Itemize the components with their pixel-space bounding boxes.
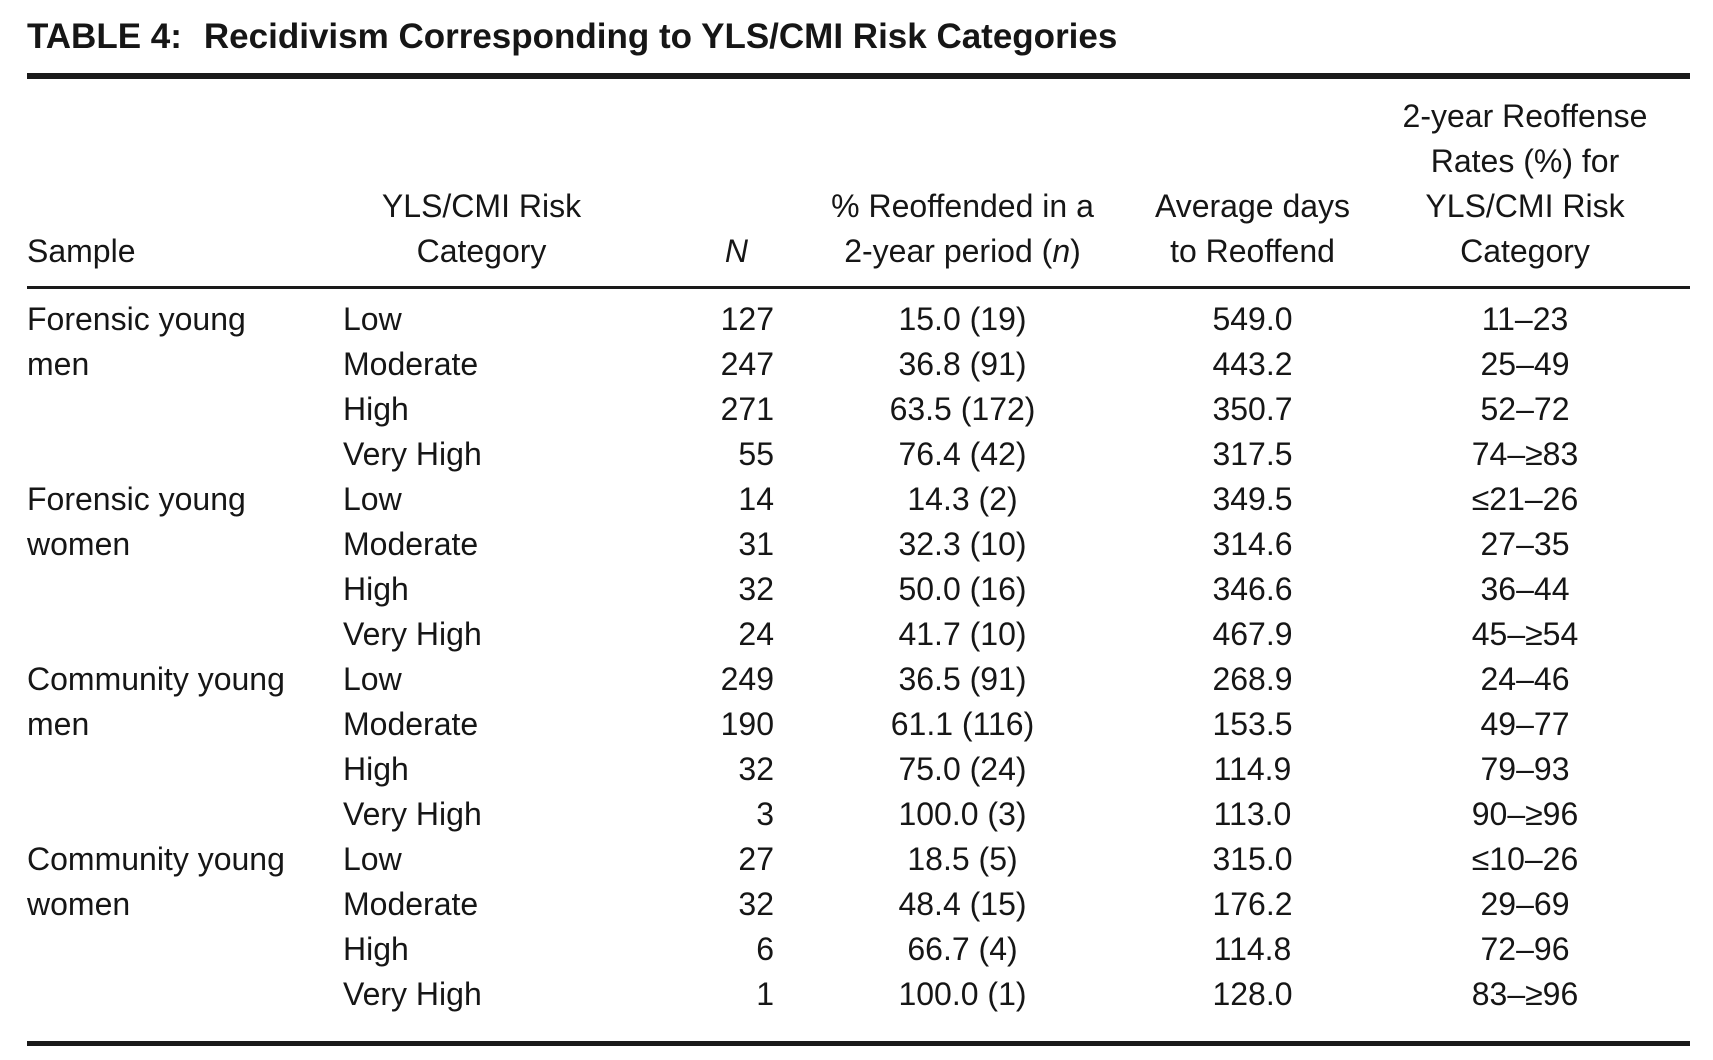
reoffended-cell: 32.3 (10) [898,526,1027,562]
header-line: YLS/CMI Risk [1425,188,1625,224]
header-line: 2-year period (n) [844,233,1081,269]
sample-line: Forensic young [27,481,246,517]
bottom-rule [27,1041,1690,1046]
avg-days-cell: 114.8 [1213,931,1292,967]
sample-line: Forensic young [27,301,246,337]
risk-category-cell: Very High [343,976,482,1012]
reoffended-cell: 14.3 (2) [907,481,1018,517]
header-line [620,229,748,274]
avg-days-cell: 349.5 [1212,481,1293,517]
header-line: Sample [27,233,136,269]
table-body [27,288,1690,1018]
reoffended-cell: 36.5 (91) [898,661,1027,697]
sample-line: Community young [27,661,285,697]
column-header-avg-days [1145,79,1360,288]
avg-days-cell: 176.2 [1212,886,1293,922]
risk-category-cell: Low [343,481,402,517]
header-line: Category [1460,233,1590,269]
sample-cell [27,657,343,837]
table-row [27,837,1690,882]
risk-category-cell: Very High [343,796,482,832]
avg-days-cell: 549.0 [1212,301,1293,337]
table-header [27,79,1690,288]
sample-line: men [27,706,90,742]
risk-category-cell: High [343,751,409,787]
avg-days-cell: 443.2 [1212,346,1293,382]
avg-days-cell: 315.0 [1212,841,1293,877]
risk-category-cell: Very High [343,616,482,652]
n-cell: 14 [738,481,774,517]
n-cell: 190 [720,706,774,742]
avg-days-cell: 467.9 [1212,616,1293,652]
header-row [27,79,1690,288]
reoffended-cell: 75.0 (24) [898,751,1027,787]
recidivism-table [27,79,1690,1017]
column-header-n [620,79,780,288]
rate-range-cell: 25–49 [1480,346,1570,382]
header-line: Average days [1154,188,1351,224]
reoffended-cell: 100.0 (1) [898,976,1027,1012]
header-line: % Reoffended in a [831,188,1094,224]
risk-category-cell: Moderate [343,346,479,382]
rate-range-cell: 49–77 [1480,706,1570,742]
reoffended-cell: 61.1 (116) [890,706,1035,742]
avg-days-cell: 153.5 [1212,706,1293,742]
header-line: Category [416,233,547,269]
sample-line: women [27,526,131,562]
rate-range-cell: 45–≥54 [1471,616,1579,652]
risk-category-cell: Low [343,841,402,877]
table-title [27,16,1690,58]
table-row [27,477,1690,522]
risk-category-cell: Moderate [343,526,479,562]
risk-category-cell: High [343,571,409,607]
avg-days-cell: 350.7 [1212,391,1293,427]
rate-range-cell: 83–≥96 [1471,976,1579,1012]
rate-range-cell: 72–96 [1480,931,1570,967]
n-cell: 6 [756,931,774,967]
sample-cell [27,477,343,657]
rate-range-cell: 90–≥96 [1471,796,1579,832]
reoffended-cell: 50.0 (16) [898,571,1027,607]
risk-category-cell: Moderate [343,706,479,742]
reoffended-cell: 63.5 (172) [889,391,1036,427]
reoffended-cell: 76.4 (42) [898,436,1027,472]
n-cell: 27 [738,841,774,877]
sample-line: men [27,346,90,382]
rate-range-cell: 52–72 [1480,391,1570,427]
n-cell: 127 [720,301,774,337]
reoffended-cell: 100.0 (3) [898,796,1027,832]
risk-category-cell: Moderate [343,886,479,922]
rate-range-cell: 74–≥83 [1471,436,1579,472]
n-cell: 32 [738,886,774,922]
rate-range-cell: 24–46 [1480,661,1570,697]
header-line: Rates (%) for [1430,143,1620,179]
n-cell: 32 [738,571,774,607]
avg-days-cell: 113.0 [1213,796,1292,832]
sample-cell [27,288,343,478]
n-cell: 55 [738,436,774,472]
n-cell: 249 [720,661,774,697]
rate-range-cell: 29–69 [1480,886,1570,922]
rate-range-cell: 27–35 [1480,526,1570,562]
n-cell: 3 [756,796,774,832]
column-header-rate-range [1360,79,1690,288]
italic-text: N [724,233,748,269]
avg-days-cell: 128.0 [1212,976,1293,1012]
table-row [27,288,1690,343]
risk-category-cell: Low [343,301,402,337]
column-header-sample [27,79,343,288]
table-row [27,657,1690,702]
column-header-reoffended [780,79,1145,288]
risk-category-cell: Very High [343,436,482,472]
rate-range-cell: 79–93 [1480,751,1570,787]
rate-range-cell: ≤10–26 [1471,841,1579,877]
rate-range-cell: 36–44 [1480,571,1570,607]
column-header-risk-category [343,79,620,288]
italic-text: n [1052,233,1071,269]
header-line: YLS/CMI Risk [381,188,582,224]
reoffended-cell: 36.8 (91) [898,346,1027,382]
n-cell: 24 [738,616,774,652]
header-line: 2-year Reoffense [1402,98,1648,134]
risk-category-cell: Low [343,661,402,697]
sample-line: Community young [27,841,285,877]
reoffended-cell: 48.4 (15) [898,886,1027,922]
table-number-label: TABLE 4: [27,17,182,56]
avg-days-cell: 268.9 [1212,661,1293,697]
n-cell: 247 [720,346,774,382]
sample-cell [27,837,343,1017]
rate-range-cell: 11–23 [1481,301,1569,337]
sample-line: women [27,886,131,922]
avg-days-cell: 314.6 [1212,526,1293,562]
risk-category-cell: High [343,931,409,967]
header-line: to Reoffend [1170,233,1335,269]
n-cell: 31 [738,526,774,562]
n-cell: 32 [738,751,774,787]
reoffended-cell: 18.5 (5) [907,841,1018,877]
reoffended-cell: 66.7 (4) [907,931,1018,967]
n-cell: 271 [720,391,774,427]
reoffended-cell: 41.7 (10) [898,616,1027,652]
n-cell: 1 [756,976,774,1012]
risk-category-cell: High [343,391,409,427]
table-title-text: Recidivism Corresponding to YLS/CMI Risk Categories [203,17,1118,56]
avg-days-cell: 114.9 [1213,751,1292,787]
avg-days-cell: 317.5 [1212,436,1293,472]
reoffended-cell: 15.0 (19) [898,301,1027,337]
avg-days-cell: 346.6 [1212,571,1293,607]
rate-range-cell: ≤21–26 [1471,481,1579,517]
